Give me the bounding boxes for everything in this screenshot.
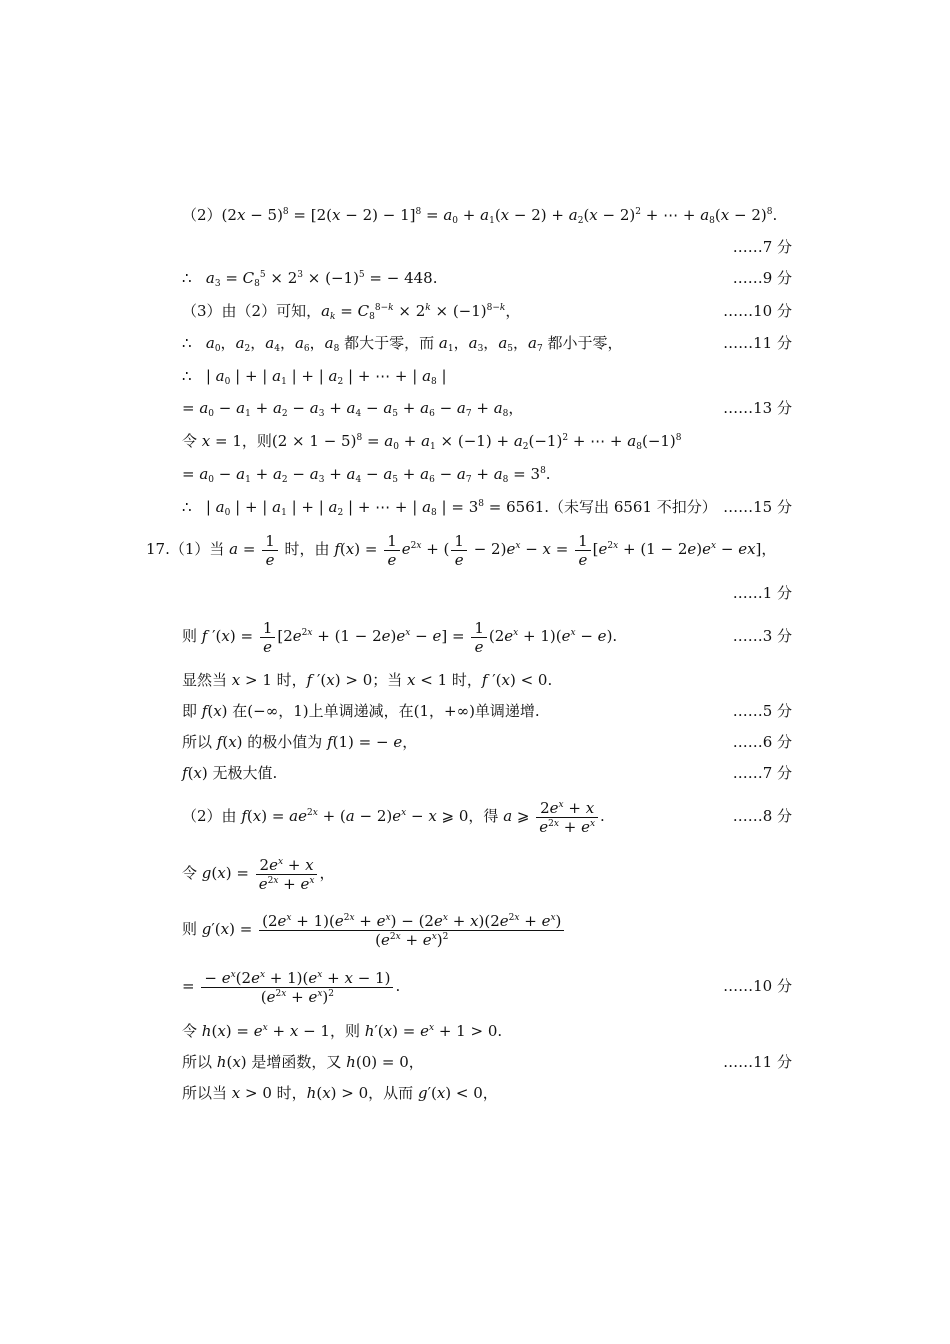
- line-17-gprime: 则 g′(x) = $\frac{(2e^x + 1)(e^{2x} + e^x) - (2e^x + x)(2e^{2x} + e^x)}{(e^{2x} + e^x)^2}$: [182, 907, 566, 951]
- line-abs-result: ∴ | $a_0$ | + | $a_1$ | + | $a_2$ | + ⋯ + | $a_8$ | = $3^8 = 6561$.（未写出 6561 不扣分）: [182, 498, 717, 518]
- line-signs: ∴ $a_0$，$a_2$，$a_4$，$a_6$，$a_8$ 都大于零，而 $a_1$，$a_3$，$a_5$，$a_7$ 都小于零，: [182, 334, 623, 354]
- score-13: ……13 分: [723, 399, 792, 417]
- score-10-b: ……10 分: [723, 977, 792, 995]
- line-17-gprime-simplified: = $\frac{- e^x(2e^x + 1)(e^x + x - 1)}{(e^{2x} + e^x)^2}$ .: [182, 968, 401, 1006]
- line-17-gx: 令 g(x) = $\frac{2e^x + x}{e^{2x} + e^x}$ ，: [182, 855, 335, 893]
- line-abs-sum: ∴ | $a_0$ | + | $a_1$ | + | $a_2$ | + ⋯ + | $a_8$ |: [182, 367, 447, 387]
- score-8: ……8 分: [732, 807, 792, 825]
- line-17-derivative: 则 f ′(x) = $\frac{1}{e}$ $[2e^{2x} + (1 - 2e)e^x - e]$ = $\frac{1}{e}$ $(2e^x + 1)(e^x - e)$.: [182, 618, 618, 656]
- line-17-h-increasing: 所以 h(x) 是增函数，又 h(0) = 0，: [182, 1053, 424, 1071]
- line-17-conclusion: 所以当 x > 0 时，h(x) > 0，从而 g′(x) < 0，: [182, 1084, 498, 1102]
- line-part2-expansion: $(2)(2x - 5)^8 = [2(x - 2) - 1]^8 = a_0 + a_1(x - 2) + a_2(x - 2)^2$ + ⋯ + $a_8(x - 2)^8$.: [182, 206, 778, 226]
- line-17-part1: 17.（1）当 a = $\frac{1}{e}$ 时，由 f(x) = $\frac{1}{e}$ $e^{2x}$ + ( $\frac{1}{e}$ − $2)e^x - x$ = $\frac{1}{e}$ $[e^{2x} + (1 - 2e)e^x - ex]$，: [146, 531, 777, 569]
- line-17-sign: 显然当 x > 1 时，f ′(x) > 0；当 x < 1 时，f ′(x) < 0.: [182, 671, 553, 689]
- score-6: ……6 分: [732, 733, 792, 751]
- score-11-a: ……11 分: [723, 334, 792, 352]
- line-let-x1: 令 x = 1，则$(2 \times 1 - 5)^8 = a_0 + a_1 \times (-1) + a_2(-1)^2$ + ⋯ + $a_8(-1)^8$: [182, 432, 682, 452]
- score-10-a: ……10 分: [723, 302, 792, 320]
- line-part3-ak: （3）由（2）可知，$a_k = C_8^{8-k} \times 2^k \times (-1)^{8-k}$，: [182, 302, 521, 322]
- score-7-b: ……7 分: [732, 764, 792, 782]
- score-9: ……9 分: [732, 269, 792, 287]
- line-17-nomax: f(x) 无极大值.: [182, 764, 278, 782]
- score-1: ……1 分: [732, 584, 792, 602]
- score-5: ……5 分: [732, 702, 792, 720]
- line-alt-sum: = $a_0 - a_1 + a_2 - a_3 + a_4 - a_5 + a_6 - a_7 + a_8$，: [182, 399, 524, 419]
- line-a3: ∴ $a_3 = C_8^5 \times 2^3 \times (-1)^5$ = − 448.: [182, 269, 438, 289]
- line-17-monotonic: 即 f(x) 在(−∞，1)上单调递减，在(1，+∞)单调递增.: [182, 702, 540, 720]
- line-alt-sum-value: = $a_0 - a_1 + a_2 - a_3 + a_4 - a_5 + a_6 - a_7 + a_8 = 3^8$.: [182, 465, 551, 485]
- line-17-part2: （2）由 $f(x) = ae^{2x} + (a - 2)e^x - x$ ⩾ 0，得 a ⩾ $\frac{2e^x + x}{e^{2x} + e^x}$ .: [182, 798, 605, 836]
- line-17-min: 所以 f(x) 的极小值为 f(1) = − e，: [182, 733, 418, 751]
- score-15: ……15 分: [723, 498, 792, 516]
- score-3: ……3 分: [732, 627, 792, 645]
- line-17-hx: 令 $h(x) = e^x + x - 1$，则 $h'(x) = e^x + 1 > 0$.: [182, 1022, 503, 1040]
- score-11-b: ……11 分: [723, 1053, 792, 1071]
- score-7-a: ……7 分: [732, 238, 792, 256]
